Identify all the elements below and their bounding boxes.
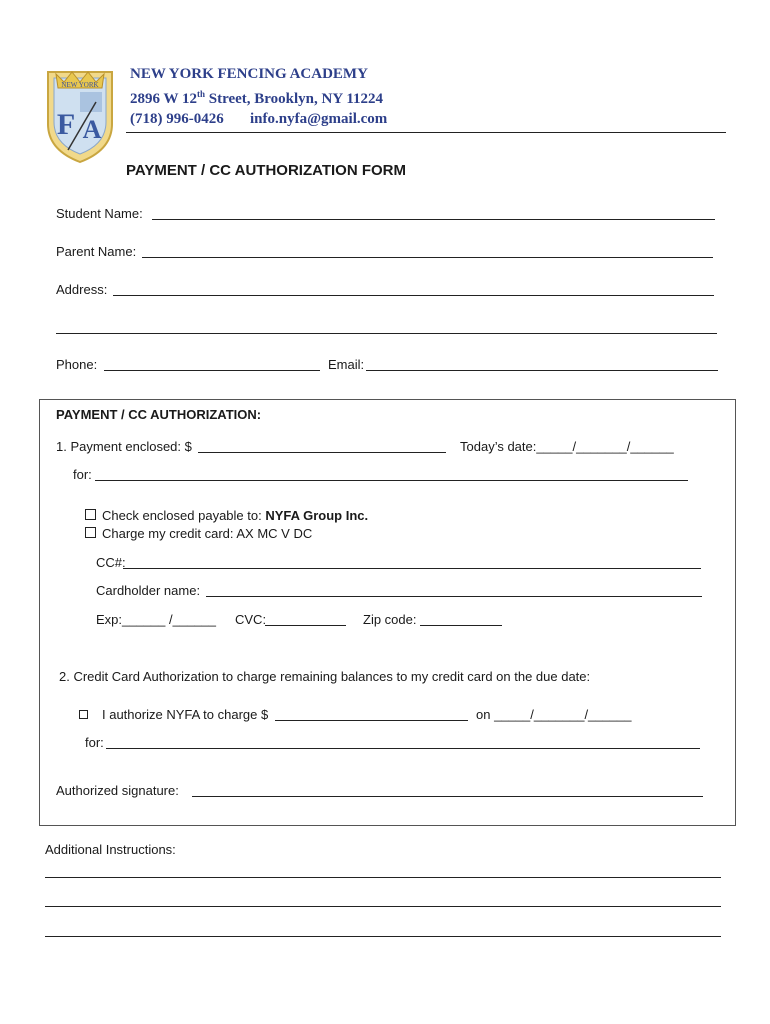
additional-instructions-label: Additional Instructions: (45, 842, 176, 857)
payment-heading: PAYMENT / CC AUTHORIZATION: (56, 407, 262, 422)
address-field-line1[interactable] (113, 295, 714, 296)
svg-text:F: F (56, 108, 76, 141)
student-name-label: Student Name: (56, 206, 143, 221)
instructions-line-1[interactable] (45, 877, 721, 878)
header-divider (126, 132, 726, 133)
cc-number-field[interactable] (123, 568, 701, 569)
instructions-line-2[interactable] (45, 906, 721, 907)
svg-text:NEW YORK: NEW YORK (61, 81, 99, 89)
cardholder-field[interactable] (206, 596, 702, 597)
student-name-field[interactable] (152, 219, 715, 220)
signature-field[interactable] (192, 796, 703, 797)
checkbox-icon[interactable] (79, 710, 88, 719)
check-enclosed-option[interactable]: Check enclosed payable to: NYFA Group Inc. (85, 508, 368, 523)
email-label: Email: (328, 357, 365, 372)
org-name: NEW YORK FENCING ACADEMY (130, 66, 368, 82)
cvc-field[interactable] (265, 625, 346, 626)
parent-name-label: Parent Name: (56, 244, 137, 259)
org-email: info.nyfa@gmail.com (250, 111, 388, 127)
payment-enclosed-label: 1. Payment enclosed: $ (56, 439, 192, 454)
parent-name-field[interactable] (142, 257, 713, 258)
checkbox-icon[interactable] (85, 509, 96, 520)
form-title: PAYMENT / CC AUTHORIZATION FORM (126, 162, 406, 179)
zip-label: Zip code: (363, 612, 417, 627)
todays-date-field[interactable]: Today’s date:_____/_______/______ (460, 439, 674, 454)
exp-field[interactable]: Exp:______ /______ (96, 612, 216, 627)
authorize-for-field[interactable] (106, 748, 700, 749)
signature-label: Authorized signature: (56, 783, 179, 798)
svg-text:A: A (82, 115, 102, 144)
cvc-label: CVC: (235, 612, 267, 627)
authorize-charge-option[interactable]: I authorize NYFA to charge $ (79, 707, 268, 722)
instructions-line-3[interactable] (45, 936, 721, 937)
phone-field[interactable] (104, 370, 320, 371)
payment-amount-field[interactable] (198, 452, 446, 453)
zip-field[interactable] (420, 625, 502, 626)
phone-label: Phone: (56, 357, 98, 372)
checkbox-icon[interactable] (85, 527, 96, 538)
cardholder-label: Cardholder name: (96, 583, 201, 598)
authorize-for-label: for: (85, 735, 104, 750)
email-field[interactable] (366, 370, 718, 371)
authorize-date-field[interactable]: on _____/_______/______ (476, 707, 632, 722)
authorize-amount-field[interactable] (275, 720, 468, 721)
cc-authorization-text: 2. Credit Card Authorization to charge remaining balances to my credit card on the due date: (59, 669, 591, 684)
academy-logo (44, 66, 116, 164)
cc-number-label: CC#: (96, 555, 126, 570)
org-phone: (718) 996-0426 (130, 111, 224, 127)
address-label: Address: (56, 282, 108, 297)
org-address: 2896 W 12th Street, Brooklyn, NY 11224 (130, 89, 384, 107)
payment-for-field[interactable] (95, 480, 688, 481)
charge-card-option[interactable]: Charge my credit card: AX MC V DC (85, 526, 312, 541)
payment-for-label: for: (73, 467, 92, 482)
address-field-line2[interactable] (56, 333, 717, 334)
